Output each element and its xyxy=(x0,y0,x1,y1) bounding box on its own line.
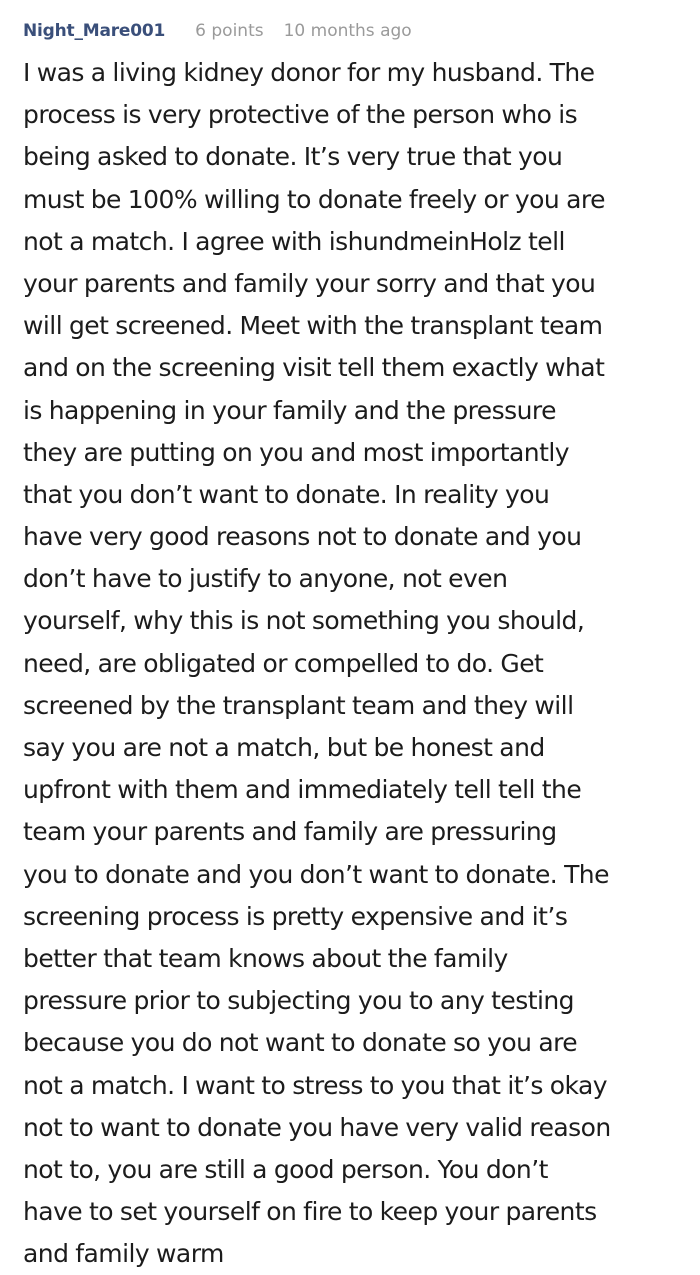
comment-line: process is very protective of the person who is xyxy=(23,100,578,130)
comment-line: must be 100% willing to donate freely or you are xyxy=(23,184,605,214)
comment-timestamp[interactable]: 10 months ago xyxy=(283,21,412,41)
comment-line: say you are not a match, but be honest and xyxy=(23,733,545,762)
comment-line: being asked to donate. It’s very true that you xyxy=(23,142,563,172)
comment-points: 6 points xyxy=(195,21,264,41)
comment-line: I was a living kidney donor for my husband. The xyxy=(23,58,595,87)
comment-line: because you do not want to donate so you are xyxy=(23,1028,578,1058)
comment-line: need, are obligated or compelled to do. Get xyxy=(23,648,544,678)
comment-body xyxy=(23,46,683,1275)
comment-line: not to, you are still a good person. You don’t xyxy=(23,1154,548,1184)
comment-line: have to set yourself on fire to keep your parents xyxy=(23,1197,597,1227)
comment-line: screening process is pretty expensive and it’s xyxy=(23,901,568,931)
comment-line: and family warm xyxy=(23,1239,224,1269)
comment-line: not to want to donate you have very valid reason xyxy=(23,1112,611,1142)
comment-line: better that team knows about the family xyxy=(23,943,508,973)
comment-line: they are putting on you and most importantly xyxy=(23,437,569,467)
comment-line: not a match. I want to stress to you that it’s okay xyxy=(23,1070,607,1100)
comment-line: have very good reasons not to donate and you xyxy=(23,522,582,552)
comment-meta xyxy=(23,16,683,46)
comment-line: upfront with them and immediately tell tell the xyxy=(23,775,582,805)
comment xyxy=(23,16,683,1275)
comment-line: you to donate and you don’t want to donate. The xyxy=(23,859,609,889)
comment-line: team your parents and family are pressuring xyxy=(23,817,557,847)
comment-line: not a match. I agree with ishundmeinHolz tell xyxy=(23,226,565,256)
comment-author[interactable]: Night_Mare001 xyxy=(23,21,166,41)
comment-line: yourself, why this is not something you should, xyxy=(23,606,585,636)
comment-line: will get screened. Meet with the transplant team xyxy=(23,311,603,341)
comment-line: don’t have to justify to anyone, not even xyxy=(23,564,508,594)
comment-line: and on the screening visit tell them exactly what xyxy=(23,353,605,383)
comment-line: pressure prior to subjecting you to any testing xyxy=(23,986,574,1016)
comment-line: your parents and family your sorry and that you xyxy=(23,268,596,298)
comment-line: that you don’t want to donate. In reality you xyxy=(23,479,550,509)
comment-line: is happening in your family and the pressure xyxy=(23,395,556,425)
comment-line: screened by the transplant team and they will xyxy=(23,690,574,720)
